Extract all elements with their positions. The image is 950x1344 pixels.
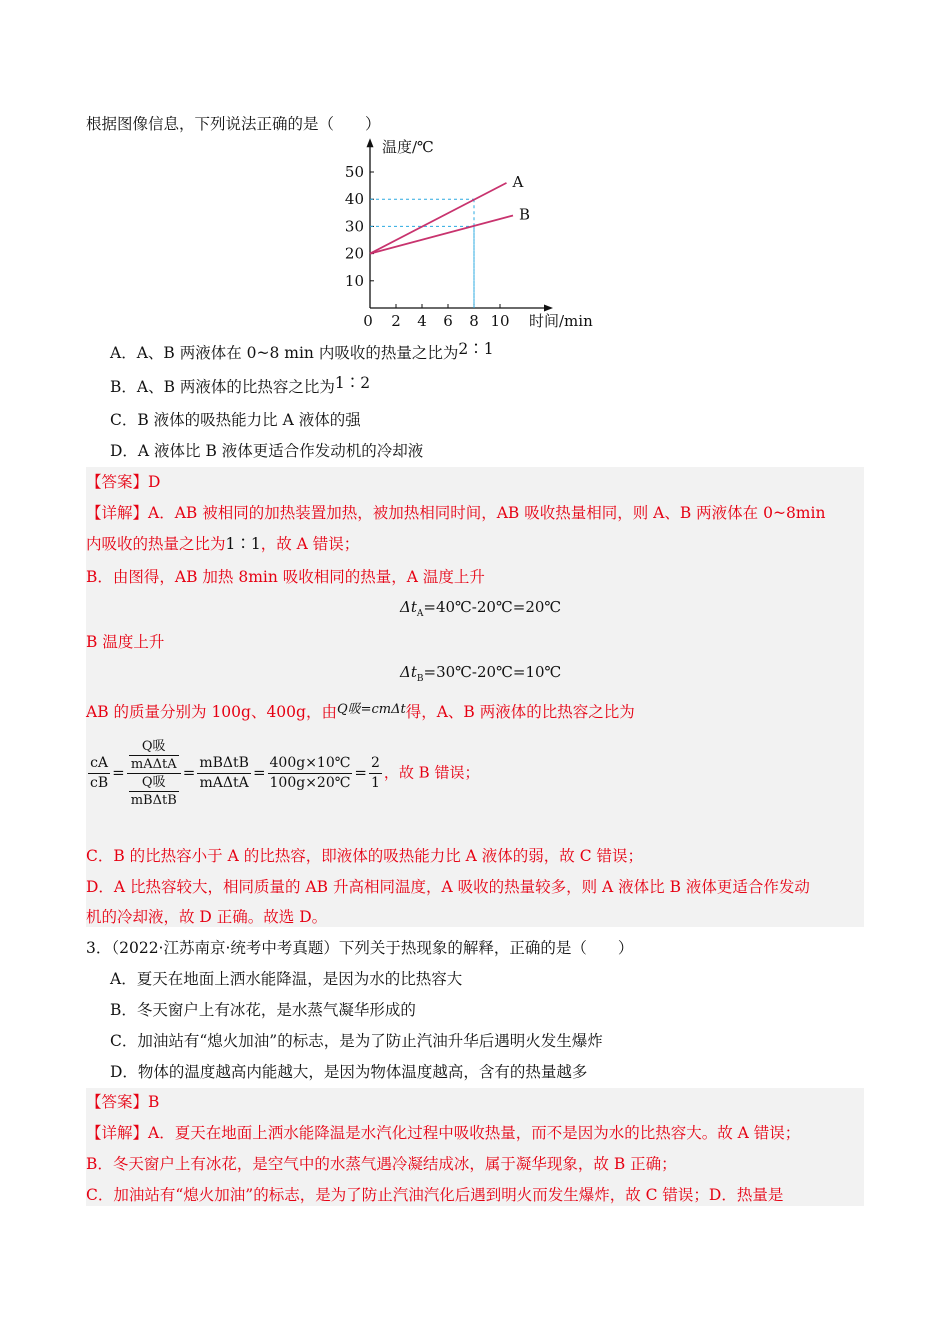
option-d: D．A 液体比 B 液体更适合作发动机的冷却液 bbox=[110, 442, 424, 460]
x-tick-label: 0 bbox=[363, 312, 373, 330]
mass-line-a: AB 的质量分别为 100g、400g，由 bbox=[86, 703, 337, 721]
detail-1-line2 bbox=[86, 534, 359, 554]
q3-option-d: D．物体的温度越高内能越大，是因为物体温度越高，含有的热量越多 bbox=[110, 1063, 588, 1081]
ratio-top-frac bbox=[129, 738, 179, 773]
option-b-text: B．A、B 两液体的比热容之比为 bbox=[110, 378, 335, 396]
series-label-b: B bbox=[519, 205, 531, 224]
ratio-conclusion: ，故 B 错误； bbox=[383, 763, 480, 782]
eq-b-sub: B bbox=[416, 674, 424, 684]
detail-3-line2: B．冬天窗户上有冰花，是空气中的水蒸气遇冷凝结成冰，属于凝华现象，故 B 正确； bbox=[86, 1155, 677, 1173]
ratio-mid bbox=[197, 754, 251, 793]
question-stem: 根据图像信息，下列说法正确的是（ ） bbox=[86, 115, 381, 133]
ratio-compound-top bbox=[127, 738, 181, 774]
ratio-top-num: Q吸 bbox=[129, 738, 179, 756]
option-c: C．B 液体的吸热能力比 A 液体的强 bbox=[110, 411, 361, 429]
detail-1-line2b: ，故 A 错误； bbox=[260, 535, 360, 553]
detail-d-line1: D．A 比热容较大，相同质量的 AB 升高相同温度，A 吸收的热量较多，则 A 液体比 B 液体更适合作发动 bbox=[86, 878, 810, 896]
detail-3-line1: 【详解】A．夏天在地面上洒水能降温是水汽化过程中吸收热量，而不是因为水的比热容大。故 A 错误； bbox=[86, 1124, 801, 1142]
x-tick-label: 10 bbox=[490, 312, 510, 330]
mass-formula: Q吸=cmΔt bbox=[336, 702, 406, 717]
chart-series bbox=[370, 183, 513, 254]
ratio-val-den: 100g×20℃ bbox=[269, 775, 351, 791]
detail-tag: 【详解】 bbox=[86, 504, 149, 522]
x-tick-label: 2 bbox=[391, 312, 401, 330]
ratio-compound-bottom bbox=[127, 774, 181, 809]
x-tick-label: 4 bbox=[417, 312, 427, 330]
equation-delta-tb bbox=[400, 662, 561, 689]
chart-labels bbox=[345, 138, 593, 330]
y-tick-label: 30 bbox=[344, 217, 364, 236]
detail-3-line3: C．加油站有“熄火加油”的标志，是为了防止汽油汽化后遇到明火而发生爆炸，故 C 错误；D．热量是 bbox=[86, 1186, 784, 1204]
ratio-mid-num: mBΔtB bbox=[197, 754, 251, 774]
mass-line bbox=[86, 702, 635, 724]
detail-c-line: C．B 的比热容小于 A 的比热容，即液体的吸热能力比 A 液体的弱，故 C 错误； bbox=[86, 847, 643, 865]
x-tick-label: 8 bbox=[469, 312, 479, 330]
eq-a-var: Δt bbox=[400, 598, 417, 616]
series-label-a: A bbox=[512, 172, 524, 191]
ratio-mid-den: mAΔtA bbox=[199, 775, 249, 791]
equation-delta-ta bbox=[400, 597, 561, 624]
ratio-bottom-frac bbox=[129, 774, 179, 809]
series-line-a bbox=[370, 183, 507, 254]
y-tick-label: 50 bbox=[344, 163, 364, 181]
option-a bbox=[110, 340, 494, 363]
answer-1: 【答案】D bbox=[86, 473, 161, 491]
y-axis-label: 温度/℃ bbox=[382, 138, 434, 157]
detail-d-line2: 机的冷却液，故 D 正确。故选 D。 bbox=[86, 908, 328, 926]
x-axis-arrow bbox=[544, 305, 553, 312]
eq-b-rhs: =30℃-20℃=10℃ bbox=[423, 663, 562, 681]
y-tick-label: 10 bbox=[344, 271, 364, 290]
ratio-lhs-den: cB bbox=[90, 775, 109, 791]
detail-1-line1 bbox=[86, 503, 825, 523]
x-tick-label: 6 bbox=[443, 312, 453, 330]
ratio-lhs bbox=[88, 754, 110, 793]
question3-stem: 3．（2022·江苏南京·统考中考真题）下列关于热现象的解释，正确的是（ ） bbox=[86, 939, 634, 957]
ratio-val-num: 400g×10℃ bbox=[268, 754, 353, 774]
chart-axes bbox=[367, 138, 554, 311]
y-tick-label: 40 bbox=[344, 190, 364, 209]
q3-option-b: B．冬天窗户上有冰花，是水蒸气凝华形成的 bbox=[110, 1001, 416, 1019]
answer-3: 【答案】B bbox=[86, 1093, 160, 1111]
detail-1-text: A．AB 被相同的加热装置加热，被加热相同时间，AB 吸收热量相同，则 A、B 两液体在 0~8min bbox=[148, 504, 826, 522]
ratio-equation: $\frac{cA}{cB}$ = $\frac{\frac{\text{Q吸}}{\text{mAΔtA}}}{\frac{\text{Q吸}}{\text{mBΔtB}}}$ = $\frac{\text{mBΔtB}}{\text{mAΔtA}}$ = $\frac{400g\times 10℃}{100g\times 20℃}$ = $\frac{2}{1}$ ，故 B 错误； bbox=[90, 739, 480, 808]
detail-1-ratio: 1∶1 bbox=[225, 535, 261, 553]
ratio-res-den: 1 bbox=[370, 775, 380, 791]
detail-b-line2: B 温度上升 bbox=[86, 633, 165, 651]
mass-line-b: 得，A、B 两液体的比热容之比为 bbox=[405, 703, 635, 721]
q3-option-c: C．加油站有“熄火加油”的标志，是为了防止汽油升华后遇明火发生爆炸 bbox=[110, 1032, 603, 1050]
y-axis-arrow bbox=[367, 138, 374, 147]
ratio-bottom-num: Q吸 bbox=[129, 774, 179, 792]
ratio-top-den: mAΔtA bbox=[130, 757, 177, 772]
option-a-text: A．A、B 两液体在 0~8 min 内吸收的热量之比为 bbox=[110, 344, 459, 362]
detail-1-line2a: 内吸收的热量之比为 bbox=[86, 535, 226, 553]
x-axis-label: 时间/min bbox=[529, 312, 593, 330]
chart-guides bbox=[370, 199, 474, 308]
option-b bbox=[110, 374, 371, 397]
eq-a-rhs: =40℃-20℃=20℃ bbox=[423, 598, 562, 616]
series-line-b bbox=[370, 216, 513, 254]
detail-b-line: B．由图得，AB 加热 8min 吸收相同的热量，A 温度上升 bbox=[86, 568, 485, 586]
ratio-lhs-num: cA bbox=[88, 754, 110, 774]
ratio-res-num: 2 bbox=[369, 754, 382, 774]
ratio-compound bbox=[127, 738, 181, 809]
y-tick-label: 20 bbox=[344, 244, 364, 263]
eq-a-sub: A bbox=[416, 609, 424, 619]
eq-b-var: Δt bbox=[400, 663, 417, 681]
ratio-result bbox=[369, 754, 382, 793]
ratio-bottom-den: mBΔtB bbox=[130, 793, 177, 808]
q3-option-a: A．夏天在地面上洒水能降温，是因为水的比热容大 bbox=[110, 970, 463, 988]
temperature-time-chart bbox=[330, 138, 620, 338]
ratio-values bbox=[268, 754, 353, 793]
option-b-ratio: 1∶2 bbox=[334, 374, 371, 392]
option-a-ratio: 2∶1 bbox=[458, 340, 494, 358]
